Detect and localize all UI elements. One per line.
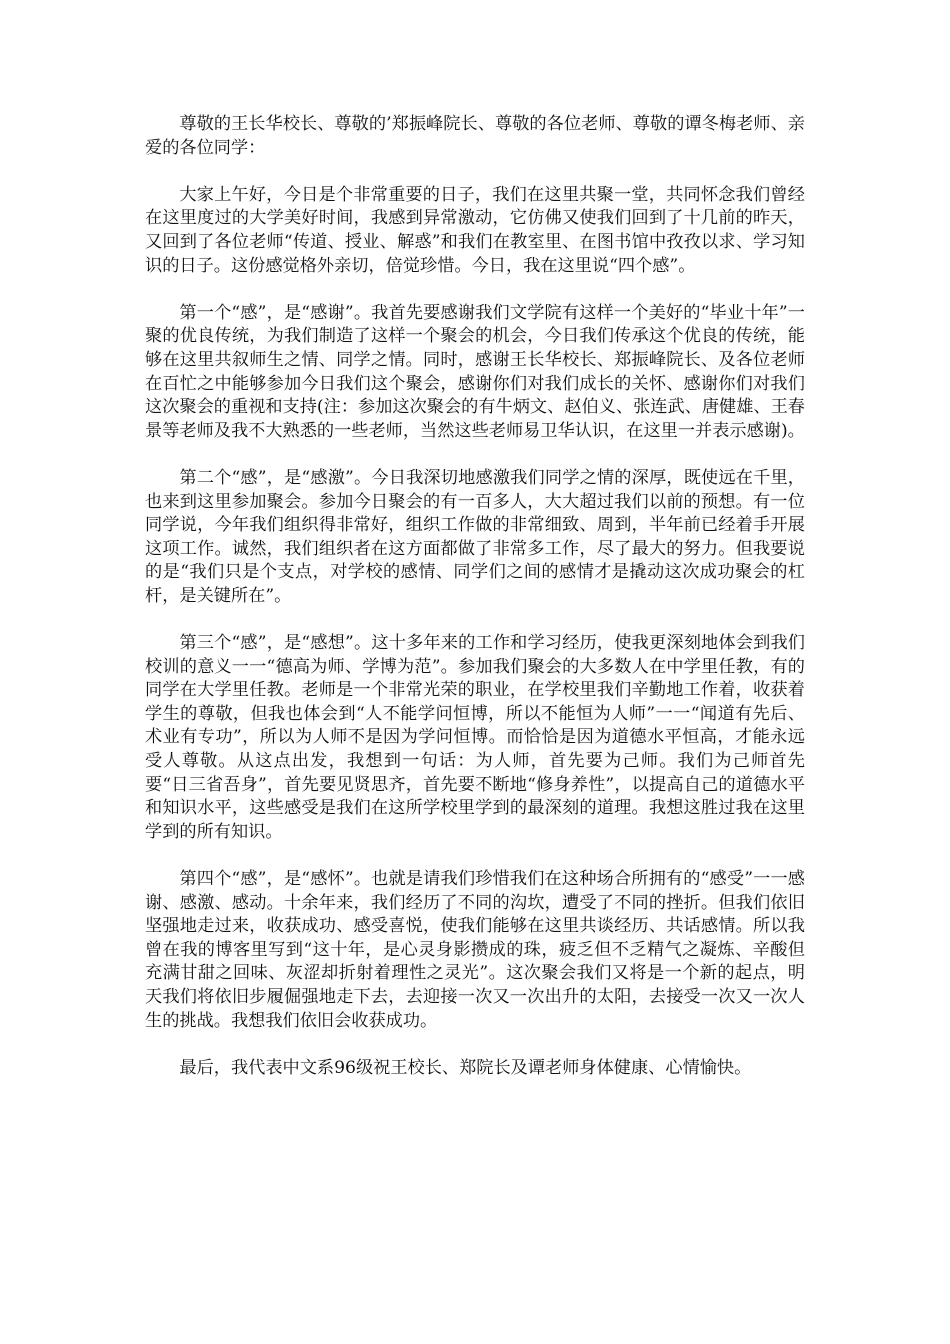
appreciation-paragraph: 第二个“感”，是“感激”。今日我深切地感激我们同学之情的深厚，既使远在千里，也来到这里参加聚会。参加今日聚会的有一百多人，大大超过我们以前的预想。有一位同学说，今年我们组织得非常好，组织工作做的非常细致、周到，半年前已经着手开展这项工作。诚然，我们组织者在这方面都做了非常多工作，尽了最大的努力。但我要说的是“我们只是个支点，对学校的感情、同学们之间的感情才是撬动这次成功聚会的杠杆，是关键所在”。 — [145, 467, 805, 606]
gratitude-paragraph: 第一个“感”，是“感谢”。我首先要感谢我们文学院有这样一个美好的“毕业十年”一聚的优良传统，为我们制造了这样一个聚会的机会，今日我们传承这个优良的传统，能够在这里共叙师生之情、同学之情。同时，感谢王长华校长、郑振峰院长、及各位老师在百忙之中能够参加今日我们这个聚会，感谢你们对我们成长的关怀、感谢你们对我们这次聚会的重视和支持(注：参加这次聚会的有牛炳文、赵伯义、张连武、唐健雄、王春景等老师及我不大熟悉的一些老师，当然这些老师易卫华认识，在这里一并表示感谢)。 — [145, 302, 805, 441]
speech-body — [145, 113, 805, 1080]
reflection-paragraph: 第三个“感”，是“感想”。这十多年来的工作和学习经历，使我更深刻地体会到我们校训的意义一一“德高为师、学博为范”。参加我们聚会的大多数人在中学里任教，有的同学在大学里任教。老师是一个非常光荣的职业，在学校里我们辛勤地工作着，收获着学生的尊敬，但我也体会到“人不能学问恒博，所以不能恒为人师”一一“闻道有先后、术业有专功”，所以为人师不是因为学问恒博。而恰恰是因为道德水平恒高，才能永远受人尊敬。从这点出发，我想到一句话：为人师，首先要为己师。我们为己师首先要“日三省吾身”，首先要见贤思齐，首先要不断地“修身养性”，以提高自己的道德水平和知识水平，这些感受是我们在这所学校里学到的最深刻的道理。我想这胜过我在这里学到的所有知识。 — [145, 633, 805, 842]
cherish-paragraph: 第四个“感”，是“感怀”。也就是请我们珍惜我们在这种场合所拥有的“感受”一一感谢、感激、感动。十余年来，我们经历了不同的沟坎，遭受了不同的挫折。但我们依旧坚强地走过来，收获成功、感受喜悦，使我们能够在这里共谈经历、共话感情。所以我曾在我的博客里写到“这十年，是心灵身影攒成的珠，疲乏但不乏精气之凝炼、辛酸但充满甘甜之回味、灰涩却折射着理性之灵光”。这次聚会我们又将是一个新的起点，明天我们将依旧步履倔强地走下去，去迎接一次又一次出升的太阳，去接受一次又一次人生的挑战。我想我们依旧会收获成功。 — [145, 869, 805, 1031]
greeting-paragraph: 大家上午好，今日是个非常重要的日子，我们在这里共聚一堂，共同怀念我们曾经在这里度过的大学美好时间，我感到异常激动，它仿佛又使我们回到了十几前的昨天，又回到了各位老师“传道、授业、解惑”和我们在教室里、在图书馆中孜孜以求、学习知识的日子。这份感觉格外亲切，倍觉珍惜。今日，我在这里说“四个感”。 — [145, 184, 805, 276]
salutation-paragraph: 尊敬的王长华校长、尊敬的’郑振峰院长、尊敬的各位老师、尊敬的谭冬梅老师、亲爱的各位同学： — [145, 114, 805, 158]
closing-paragraph: 最后，我代表中文系96级祝王校长、郑院长及谭老师身体健康、心情愉快。 — [179, 1057, 752, 1078]
